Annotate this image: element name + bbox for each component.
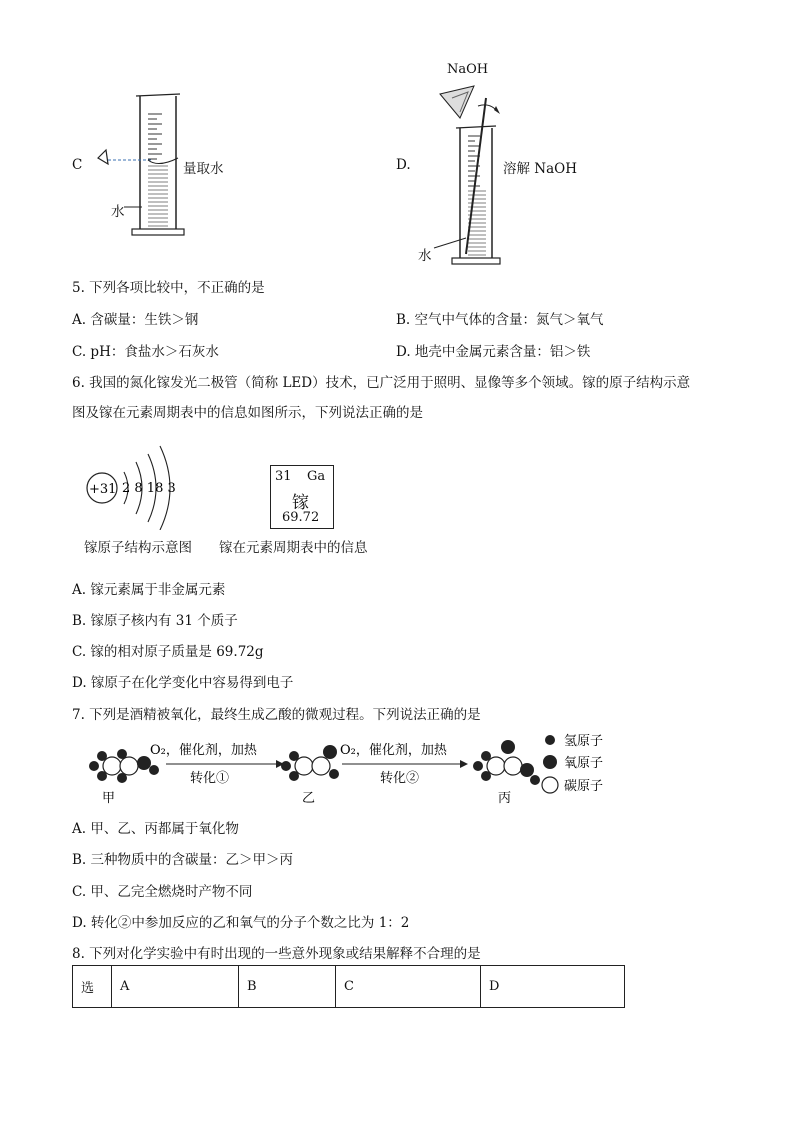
table-row [73, 966, 625, 1008]
q5-option-c: C. pH：食盐水＞石灰水 [72, 344, 219, 360]
q5-option-d: D. 地壳中金属元素含量：铝＞铁 [396, 344, 591, 360]
element-card [270, 465, 334, 529]
legend-h: 氢原子 [564, 734, 604, 749]
step-1-label: 转化① [190, 771, 230, 786]
electron-shells: 2 8 18 3 [122, 481, 176, 496]
q8-stem: 8. 下列对化学实验中有时出现的一些意外现象或结果解释不合理的是 [72, 946, 481, 962]
table-header-cell: D [481, 966, 625, 1008]
table-header-cell: A [112, 966, 239, 1008]
nucleus-charge: +31 [89, 482, 117, 497]
element-symbol: Ga [307, 469, 326, 484]
water-label-d: 水 [418, 248, 432, 264]
condition-1: O₂，催化剂，加热 [150, 743, 257, 758]
q6-option-b: B. 镓原子核内有 31 个质子 [72, 613, 238, 629]
molecule-bing [473, 740, 540, 785]
legend-o: 氧原子 [564, 756, 604, 771]
q7-option-a: A. 甲、乙、丙都属于氧化物 [72, 821, 239, 837]
reaction-process-diagram [80, 730, 620, 810]
water-label-c: 水 [111, 204, 125, 220]
label-bing: 丙 [498, 791, 512, 806]
q5-stem: 5. 下列各项比较中，不正确的是 [72, 280, 265, 296]
atomic-mass: 69.72 [282, 510, 320, 525]
gallium-atom-diagram [84, 440, 194, 530]
element-card-caption: 镓在元素周期表中的信息 [219, 540, 368, 556]
q6-option-d: D. 镓原子在化学变化中容易得到电子 [72, 675, 294, 691]
table-header-cell: 选 [73, 966, 112, 1008]
q7-stem: 7. 下列是酒精被氧化，最终生成乙酸的微观过程。下列说法正确的是 [72, 707, 481, 723]
option-d-letter: D. [396, 157, 411, 173]
q7-option-b: B. 三种物质中的含碳量：乙＞甲＞丙 [72, 852, 294, 868]
q6-stem-line2: 图及镓在元素周期表中的信息如图所示，下列说法正确的是 [72, 405, 423, 421]
atomic-number: 31 [275, 469, 292, 484]
q6-stem-line1: 6. 我国的氮化镓发光二极管（简称 LED）技术，已广泛用于照明、显像等多个领域。镓的原子结构示意 [72, 375, 691, 391]
naoh-label: NaOH [447, 62, 489, 77]
option-c-letter: C [72, 157, 83, 173]
table-header-cell: C [336, 966, 481, 1008]
label-jia: 甲 [102, 791, 116, 806]
label-yi: 乙 [302, 791, 316, 806]
dissolve-naoh-label: 溶解 NaOH [503, 161, 577, 177]
q6-option-c: C. 镓的相对原子质量是 69.72g [72, 644, 264, 660]
q5-option-a: A. 含碳量：生铁＞钢 [72, 312, 199, 328]
molecule-yi [281, 745, 339, 781]
q7-option-c: C. 甲、乙完全燃烧时产物不同 [72, 884, 253, 900]
table-header-cell: B [239, 966, 336, 1008]
step-2-label: 转化② [380, 771, 420, 786]
element-name: 镓 [292, 493, 309, 513]
measure-water-label: 量取水 [183, 161, 224, 177]
condition-2: O₂，催化剂，加热 [340, 743, 447, 758]
atom-diagram-caption: 镓原子结构示意图 [84, 540, 192, 556]
molecule-jia [89, 749, 159, 783]
legend-c: 碳原子 [564, 779, 604, 794]
q7-option-d: D. 转化②中参加反应的乙和氧气的分子个数之比为 1：2 [72, 915, 410, 931]
q5-option-b: B. 空气中气体的含量：氮气＞氧气 [396, 312, 604, 328]
q6-option-a: A. 镓元素属于非金属元素 [72, 582, 226, 598]
q8-options-table [72, 965, 625, 1008]
